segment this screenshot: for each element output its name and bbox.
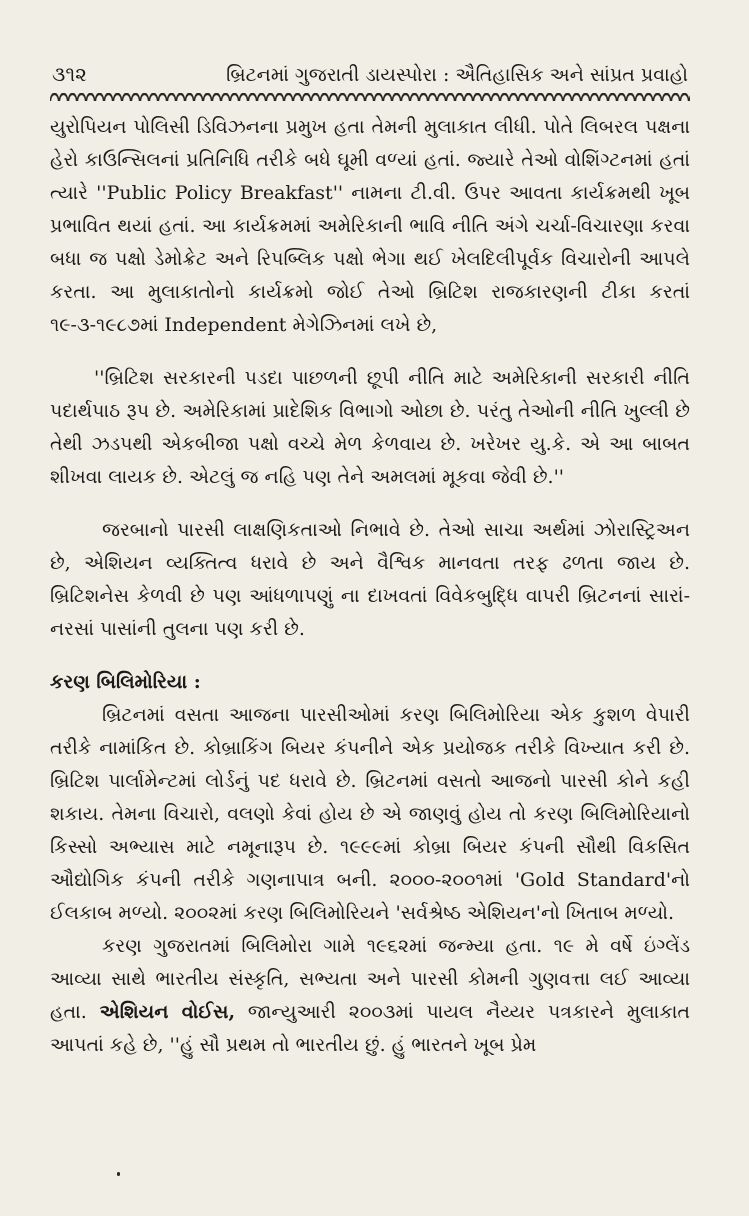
karan-interview-text: જાન્યુઆરી ૨૦૦૩માં પાયલ નૈય્યર પત્રકારને મુલાકાત આપતાં કહે છે, ''હું સૌ પ્રથમ તો ભારતીય છું. હું ભારતને ખૂબ પ્રેમ [50,1001,690,1056]
header-wavy-rule [50,93,690,101]
paragraph-jarbano: જરબાનો પારસી લાક્ષણિકતાઓ નિભાવે છે. તેઓ સાચા અર્થમાં ઝોરાસ્ટ્રિઅન છે, એશિયન વ્યક્તિત્વ ધરાવે છે અને વૈશ્વિક માનવતા તરફ ઢળતા જાય છે. બ્રિટિશનેસ કેળવી છે પણ આંધળાપણું ના દાખવતાં વિવેકબુદ્ધિ વાપરી બ્રિટનનાં સારાં-નરસાં પાસાંની તુલના પણ કરી છે. [50,519,690,640]
body-text [50,111,690,1062]
section-heading-karan-bilimoria: કરણ બિલિમોરિયા : [50,671,201,693]
paragraph-quote: ''બ્રિટિશ સરકારની પડદા પાછળની છૂપી નીતિ માટે અમેરિકાની સરકારી નીતિ પદાર્થપાઠ રૂપ છે. અમેરિકામાં પ્રાદેશિક વિભાગો ઓછા છે. પરંતુ તેઓની નીતિ ખુલ્લી છે તેથી ઝડપથી એકબીજા પક્ષો વચ્ચે મેળ કેળવાય છે. ખરેખર યુ.કે. એ આ બાબત શીખવા લાયક છે. એટલું જ નહિ પણ તેને અમલમાં મૂકવા જેવી છે.'' [50,367,690,488]
asian-voice-name: એશિયન વોઈસ, [99,1001,236,1023]
ink-dot [117,1172,120,1176]
running-title: બ્રિટનમાં ગુજરાતી ડાયસ્પોરા : ઐતિહાસિક અને સાંપ્રત પ્રવાહો [226,64,688,86]
paragraph-karan-business: બ્રિટનમાં વસતા આજના પારસીઓમાં કરણ બિલિમોરિયા એક કુશળ વેપારી તરીકે નામાંકિત છે. કોબ્રાકિંગ બિયર કંપનીને એક પ્રયોજક તરીકે વિખ્યાત કરી છે. બ્રિટિશ પાર્લામેન્ટમાં લોર્ડનું પદ ધરાવે છે. બ્રિટનમાં વસતો આજનો પારસી કોને કહી શકાય. તેમના વિચારો, વલણો કેવાં હોય છે એ જાણવું હોય તો કરણ બિલિમોરિયાનો કિસ્સો અભ્યાસ માટે નમૂનારૂપ છે. ૧૯૯૯માં કોબ્રા બિયર કંપની સૌથી વિકસિત ઔદ્યોગિક કંપની તરીકે ગણનાપાત્ર બની. ૨૦૦૦-૨૦૦૧માં 'Gold Standard'નો ઈલકાબ મળ્યો. ૨૦૦૨માં કરણ બિલિમોરિયને 'સર્વશ્રેષ્ઠ એશિયન'નો ખિતાબ મળ્યો. [50,704,690,924]
paragraph-policy-visit: યુરોપિયન પોલિસી ડિવિઝનના પ્રમુખ હતા તેમની મુલાકાત લીધી. પોતે લિબરલ પક્ષના હેરો કાઉન્સિલનાં પ્રતિનિધિ તરીકે બધે ઘૂમી વળ્યાં હતાં. જ્યારે તેઓ વોશિંગ્ટનમાં હતાં ત્યારે ''Public Policy Breakfast'' નામના ટી.વી. ઉપર આવતા કાર્યક્રમથી ખૂબ પ્રભાવિત થયાં હતાં. આ કાર્યક્રમમાં અમેરિકાની ભાવિ નીતિ અંગે ચર્ચા-વિચારણા કરવા બધા જ પક્ષો ડેમોક્રેટ અને રિપબ્લિક પક્ષો ભેગા થઈ ખેલદિલીપૂર્વક વિચારોની આપલે કરતા. આ મુલાકાતોનો કાર્યક્રમો જોઈ તેઓ બ્રિટિશ રાજકારણની ટીકા કરતાં ૧૯-૩-૧૯૮૭માં Independent મેગેઝિનમાં લખે છે, [50,116,690,336]
paragraph-karan-birth [50,930,690,1062]
running-header [50,60,690,89]
karan-birth-text: કરણ ગુજરાતમાં બિલિમોરા ગામે ૧૯૬૨માં જન્મ્યા હતા. ૧૯ મે વર્ષે ઇંગ્લેંડ આવ્યા સાથે ભારતીય સંસ્કૃતિ, સભ્યતા અને પારસી કોમની ગુણવત્તા લઈ આવ્યા હતા. [50,935,690,1023]
book-page [50,60,690,1062]
page-number: ૩૧૨ [52,62,87,86]
